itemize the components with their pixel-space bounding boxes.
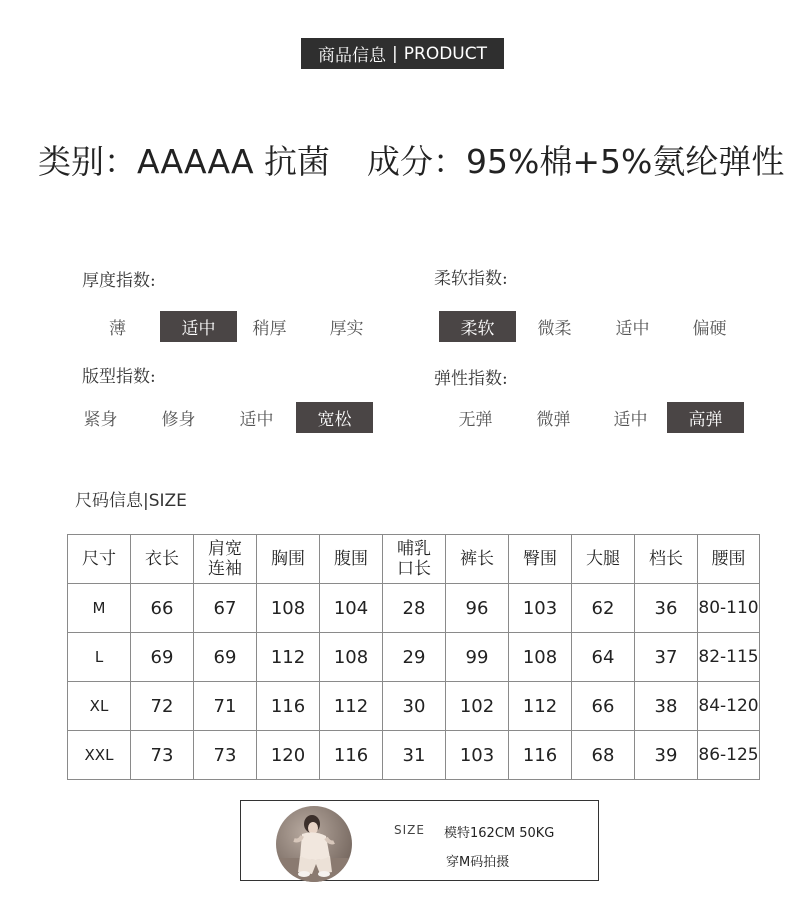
softness-option: 适中 [615, 319, 650, 339]
table-cell: 73 [131, 731, 194, 780]
table-cell: 71 [194, 682, 257, 731]
table-row [68, 682, 760, 731]
table-row [68, 633, 760, 682]
table-cell: 104 [320, 584, 383, 633]
table-cell: 29 [383, 633, 446, 682]
table-cell: 108 [320, 633, 383, 682]
size-info-title: 尺码信息|SIZE [75, 491, 187, 511]
fit-option: 修身 [161, 410, 196, 430]
table-cell: 36 [635, 584, 698, 633]
composition-line [367, 140, 784, 184]
table-header-cell: 衣长 [131, 535, 194, 584]
softness-option: 柔软 [439, 311, 516, 342]
table-cell: 80-110 [698, 584, 760, 633]
table-cell: 73 [194, 731, 257, 780]
composition-value: 95%棉+5%氨纶弹性 [466, 142, 785, 181]
elasticity-option: 无弹 [458, 410, 493, 430]
table-cell: L [68, 633, 131, 682]
fit-index-title: 版型指数: [82, 367, 156, 387]
table-cell: 102 [446, 682, 509, 731]
thickness-option: 厚实 [329, 319, 364, 339]
model-photo [276, 806, 352, 882]
table-cell: 37 [635, 633, 698, 682]
thickness-option: 稍厚 [252, 319, 287, 339]
table-cell: 116 [320, 731, 383, 780]
table-cell: 112 [320, 682, 383, 731]
table-header-cell: 腰围 [698, 535, 760, 584]
elasticity-index-title: 弹性指数: [434, 369, 508, 389]
product-info-header [301, 38, 504, 69]
elasticity-option: 高弹 [667, 402, 744, 433]
table-cell: 62 [572, 584, 635, 633]
size-table [67, 534, 760, 780]
softness-option: 微柔 [537, 319, 572, 339]
table-row [68, 731, 760, 780]
fit-option: 宽松 [296, 402, 373, 433]
table-cell: 112 [509, 682, 572, 731]
table-cell: 103 [509, 584, 572, 633]
elasticity-option: 微弹 [536, 410, 571, 430]
header-cn: 商品信息 [318, 46, 387, 66]
table-row [68, 584, 760, 633]
table-header-cell [194, 535, 257, 584]
thickness-option: 薄 [109, 319, 126, 339]
table-cell: 116 [257, 682, 320, 731]
table-cell: 99 [446, 633, 509, 682]
table-header-cell: 腹围 [320, 535, 383, 584]
table-header-cell: 裤长 [446, 535, 509, 584]
table-cell: 39 [635, 731, 698, 780]
table-header-cell: 胸围 [257, 535, 320, 584]
table-header-cell [383, 535, 446, 584]
table-cell: 108 [257, 584, 320, 633]
category-line [38, 140, 330, 184]
table-cell: 84-120 [698, 682, 760, 731]
table-header-cell: 大腿 [572, 535, 635, 584]
table-cell: 38 [635, 682, 698, 731]
table-cell: 64 [572, 633, 635, 682]
table-header-text: 哺乳口长 [397, 539, 431, 579]
table-cell: 116 [509, 731, 572, 780]
model-size-label: SIZE [394, 823, 425, 837]
table-cell: 68 [572, 731, 635, 780]
table-cell: 28 [383, 584, 446, 633]
table-cell: 69 [131, 633, 194, 682]
table-cell: 72 [131, 682, 194, 731]
table-cell: M [68, 584, 131, 633]
table-cell: 30 [383, 682, 446, 731]
table-cell: 82-115 [698, 633, 760, 682]
model-size-worn: 穿M码拍摄 [446, 855, 510, 870]
table-cell: 67 [194, 584, 257, 633]
table-cell: 31 [383, 731, 446, 780]
composition-label: 成分： [367, 142, 466, 181]
table-cell: 69 [194, 633, 257, 682]
table-header-text: 肩宽连袖 [208, 539, 242, 579]
fit-option: 适中 [239, 410, 274, 430]
table-header-row [68, 535, 760, 584]
table-cell: 108 [509, 633, 572, 682]
table-cell: 120 [257, 731, 320, 780]
table-cell: 86-125 [698, 731, 760, 780]
table-cell: XXL [68, 731, 131, 780]
table-cell: 112 [257, 633, 320, 682]
softness-option: 偏硬 [692, 319, 727, 339]
table-cell: 96 [446, 584, 509, 633]
table-cell: 103 [446, 731, 509, 780]
table-cell: XL [68, 682, 131, 731]
softness-index-title: 柔软指数: [434, 269, 508, 289]
fit-option: 紧身 [83, 410, 118, 430]
category-label: 类别： [38, 142, 137, 181]
category-value: AAAAA 抗菌 [137, 142, 331, 181]
table-cell: 66 [131, 584, 194, 633]
table-header-cell: 尺寸 [68, 535, 131, 584]
thickness-option: 适中 [160, 311, 237, 342]
model-info-box [240, 800, 599, 881]
table-header-cell: 臀围 [509, 535, 572, 584]
header-en: PRODUCT [403, 43, 487, 64]
table-cell: 66 [572, 682, 635, 731]
model-photo-illustration [276, 806, 352, 882]
thickness-index-title: 厚度指数: [82, 271, 156, 291]
elasticity-option: 适中 [613, 410, 648, 430]
header-separator: | [392, 43, 398, 64]
table-header-cell: 档长 [635, 535, 698, 584]
model-measurements: 模特162CM 50KG [444, 826, 555, 841]
